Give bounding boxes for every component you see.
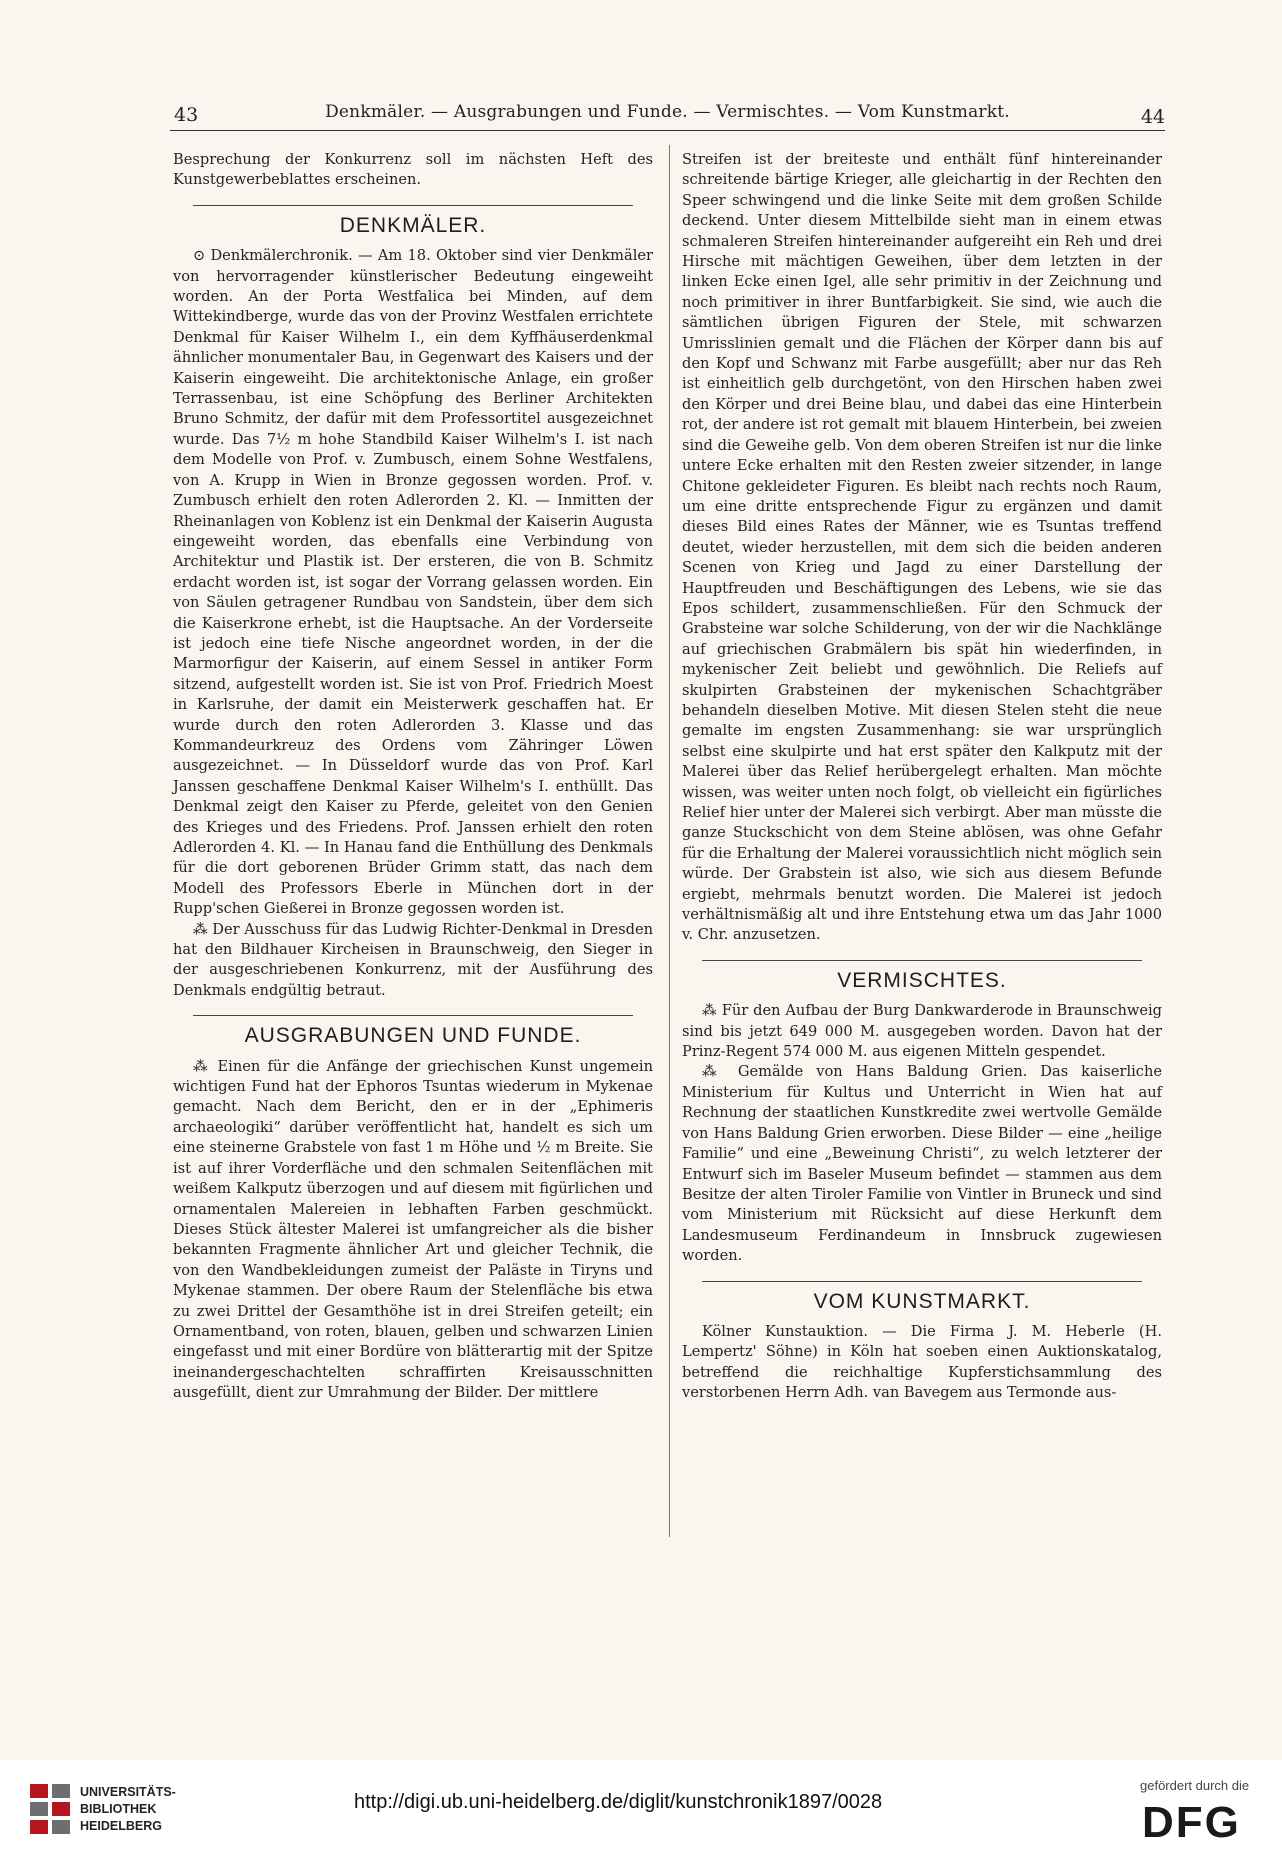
header-rule [170,130,1165,131]
digitization-footer [0,1760,1282,1857]
intro-paragraph: Besprechung der Konkurrenz soll im nächsten Heft des Kunstgewerbeblattes erscheinen. [173,151,653,189]
article-mykenae-fund: ⁂ Einen für die Anfänge der griechischen Kunst ungemein wichtigen Fund hat der Ephoros Tsuntas wiederum in Mykenae gemacht. Nach dem Bericht, den er in der „Ephimeris archaeologiki“ darüber veröffentlicht hat, handelt es sich um eine steinerne Grabstele von fast 1 m Höhe und ½ m Breite. Sie ist auf ihrer Vorderfläche und den schmalen Seitenflächen mit weißem Kalkputz überzogen und auf diesem mit figürlichen und ornamentalen Malereien in lebhaften Farben geschmückt. Dieses Stück ältester Malerei ist umfangreicher als die bisher bekannten Fragmente ähnlicher Art und gleicher Technik, die von den Wandbekleidungen zumeist der Paläste in Tiryns und Mykenae stammen. Der obere Raum der Stelenfläche bis etwa zu zwei Drittel der Gesamthöhe ist in drei Streifen geteilt; ein Ornamentband, von roten, blauen, gelben und schwarzen Linien eingefasst und mit einer Bordüre von blätterartig mit der Spitze ineinandergeschachtelten schraffirten Kreisausschnitten ausgefüllt, dient zur Umrahmung der Bilder. Der mittlere [173,1057,653,1402]
page-number-right: 44 [1140,106,1165,128]
article-baldung-grien: ⁂ Gemälde von Hans Baldung Grien. Das kaiserliche Ministerium für Kultus und Unterricht in Wien hat auf Rechnung der staatlichen Kunstkredite zwei wertvolle Gemälde von Hans Baldung Grien erworben. Diese Bilder — eine „heilige Familie“ und eine „Beweinung Christi“, zu welch letzterer der Entwurf sich im Baseler Museum befindet — stammen aus dem Besitze der alten Tiroler Familie von Vintler in Bruneck und sind vom Ministerium mit Rücksicht auf diese Herkunft dem Landesmuseum Ferdinandeum in Innsbruck zugewiesen worden. [682,1063,1162,1265]
article-richter-denkmal: ⁂ Der Ausschuss für das Ludwig Richter-Denkmal in Dresden hat den Bildhauer Kircheisen in Braunschweig, den Sieger in der ausgeschriebenen Konkurrenz, mit der Ausführung des Denkmals endgültig betraut. [173,920,653,999]
column-divider [669,145,670,1537]
section-title-ausgrabungen: AUSGRABUNGEN UND FUNDE. [244,1024,582,1048]
section-rule [702,960,1142,961]
article-dankwarderode: ⁂ Für den Aufbau der Burg Dankwarderode in Braunschweig sind bis jetzt 649 000 M. ausgegeben worden. Davon hat der Prinz-Regent 574 000 M. aus eigenen Mitteln gespendet. [682,1002,1162,1061]
article-mykenae-fund-continued: Streifen ist der breiteste und enthält fünf hintereinander schreitende bärtige Krieger, alle gleichartig in der Rechten den Speer schwingend und die linke Seite mit dem großen Schilde deckend. Unter diesem Mittelbilde sieht man in einem etwas schmaleren Streifen hintereinander aufgereiht ein Reh und drei Hirsche mit mächtigen Geweihen, über dem letzten in der linken Ecke einen Igel, alle sehr primitiv in der Zeichnung und noch primitiver in ihrer Buntfarbigkeit. Sie sind, wie auch die sämtlichen übrigen Figuren der Stele, mit schwarzen Umrisslinien gemalt und die Flächen der Körper dann bis auf den Kopf und Schwanz mit Farbe ausgefüllt; aber nur das Reh ist einheitlich gelb durchgetönt, von den Hirschen haben zwei den Körper und drei Beine blau, und dabei das eine Hinterbein rot, der andere ist rot gemalt mit blauem Hinterbein, bei zweien sind die Geweihe gelb. Von dem oberen Streifen ist nur die linke untere Ecke erhalten mit den Resten zweier sitzender, in lange Chitone gekleideter Figuren. Es bleibt nach rechts noch Raum, um eine dritte entsprechende Figur zu ergänzen und damit dieses Bild eines Rates der Männer, wie es Tsuntas treffend deutet, wieder herzustellen, mit dem sich die beiden anderen Scenen von Krieg und Jagd zu einer Darstellung der Hauptfreuden und Beschäftigungen des Lebens, wie sie das Epos schildert, zusammenschließen. Für den Schmuck der Grabsteine war solche Schilderung, von der wir die Nachklänge auf griechischen Grabmälern bis spät hin wiederfinden, in mykenischer Zeit beliebt und gewöhnlich. Die Reliefs auf skulpirten Grabsteinen der mykenischen Schachtgräber behandeln dieselben Motive. Mit diesen Stelen steht die neue gemalte im engsten Zusammenhang: sie war ursprünglich selbst eine skulpirte und hat erst später den Kalkputz mit der Malerei über das Relief herübergelegt erhalten. Man möchte wissen, was weiter unten noch folgt, ob vielleicht ein figürliches Relief hier unter der Malerei sich verbirgt. Aber man müsste die ganze Stuckschicht von dem Steine ablösen, was ohne Gefahr für die Erhaltung der Malerei voraussichtlich nicht möglich sein würde. Der Grabstein ist also, wie sich aus diesem Befunde ergiebt, mehrmals benutzt worden. Die Malerei ist jedoch verhältnismäßig alt und ihre Entstehung etwa um das Jahr 1000 v. Chr. anzusetzen. [682,151,1162,944]
article-denkmaelerchronik: ⊙ Denkmälerchronik. — Am 18. Oktober sind vier Denkmäler von hervorragender künstlerischer Bedeutung eingeweiht worden. An der Porta Westfalica bei Minden, auf dem Wittekindberge, wurde das von der Provinz Westfalen errichtete Denkmal für Kaiser Wilhelm I., ein dem Kyffhäuserdenkmal ähnlicher monumentaler Bau, in Gegenwart des Kaisers und der Kaiserin eingeweiht. Die architektonische Anlage, ein großer Terrassenbau, ist eine Schöpfung des Berliner Architekten Bruno Schmitz, der dafür mit dem Professortitel ausgezeichnet wurde. Das 7½ m hohe Standbild Kaiser Wilhelm's I. ist nach dem Modelle von Prof. v. Zumbusch, einem Sohne Westfalens, von A. Krupp in Wien in Bronze gegossen worden. Prof. v. Zumbusch erhielt den roten Adlerorden 2. Kl. — Inmitten der Rheinanlagen von Koblenz ist ein Denkmal der Kaiserin Augusta eingeweiht worden, das ebenfalls eine Verbindung von Architektur und Plastik ist. Der ersteren, die von B. Schmitz erdacht worden ist, ist sogar der Vorrang gelassen worden. Ein von Säulen getragener Rundbau von Sandstein, über dem sich die Kaiserkrone erhebt, ist die Hauptsache. An der Vorderseite ist jedoch eine tiefe Nische angeordnet worden, in der die Marmorfigur der Kaiserin, auf einem Sessel in antiker Form sitzend, aufgestellt worden ist. Sie ist von Prof. Friedrich Moest in Karlsruhe, der damit ein Meisterwerk geschaffen hat. Er wurde durch den roten Adlerorden 3. Klasse und das Kommandeurkreuz des Ordens vom Zähringer Löwen ausgezeichnet. — In Düsseldorf wurde das von Prof. Karl Janssen geschaffene Denkmal Kaiser Wilhelm's I. enthüllt. Das Denkmal zeigt den Kaiser zu Pferde, geleitet von den Genien des Krieges und des Friedens. Prof. Janssen erhielt den roten Adlerorden 4. Kl. — In Hanau fand die Enthüllung des Denkmals für die dort geborenen Brüder Grimm statt, das nach dem Modell des Professors Eberle in München dort in der Rupp'schen Gießerei in Bronze gegossen worden ist. [173,247,653,918]
running-head [170,100,1165,128]
digitization-url-link[interactable]: http://digi.ub.uni-heidelberg.de/diglit/kunstchronik1897/0028 [354,1791,883,1813]
university-library-logo-icon [28,1782,72,1838]
article-koelner-kunstauktion: Kölner Kunstauktion. — Die Firma J. M. Heberle (H. Lempertz' Söhne) in Köln hat soeben einen Auktionskatalog, betreffend die reichhaltige Kupferstichsammlung des verstorbenen Herrn Adh. van Bavegem aus Termonde aus- [682,1322,1162,1402]
section-title-kunstmarkt: VOM KUNSTMARKT. [813,1289,1031,1313]
university-library-name: UNIVERSITÄTS- BIBLIOTHEK HEIDELBERG [80,1785,176,1833]
right-column [682,150,1162,1404]
dfg-logo: DFG [1142,1798,1241,1847]
page-number-left: 43 [174,104,199,126]
left-column [173,150,653,1404]
section-title-vermischtes: VERMISCHTES. [837,968,1007,992]
running-head-title: Denkmäler. — Ausgrabungen und Funde. — Vermischtes. — Vom Kunstmarkt. [325,102,1010,122]
section-rule [193,205,633,206]
funding-caption: gefördert durch die [1140,1778,1250,1793]
section-rule [702,1281,1142,1282]
section-rule [193,1015,633,1016]
section-title-denkmaeler: DENKMÄLER. [339,213,487,237]
